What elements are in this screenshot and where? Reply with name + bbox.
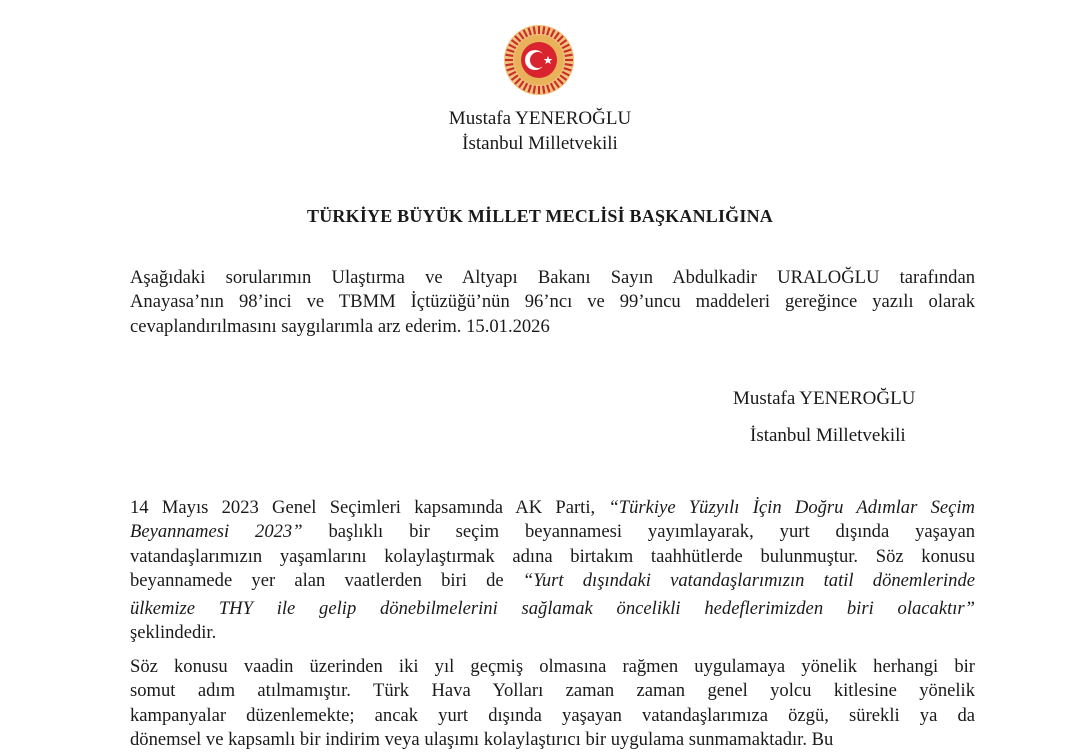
text-line bbox=[130, 569, 975, 593]
paragraph-request bbox=[130, 266, 975, 339]
text-line bbox=[130, 728, 975, 752]
text-line bbox=[130, 266, 975, 290]
body-text: kampanyalar düzenlemekte; ancak yurt dışında yaşayan vatandaşlarımıza özgü, sürekli ya da bbox=[130, 704, 975, 726]
tbmm-seal-logo bbox=[503, 24, 575, 96]
body-text: Söz konusu vaadin üzerinden iki yıl geçmiş olmasına rağmen uygulamaya yönelik herhangi bir bbox=[130, 656, 975, 677]
signature-role: İstanbul Milletvekili bbox=[750, 425, 906, 446]
body-text: Aşağıdaki sorularımın Ulaştırma ve Altyapı Bakanı Sayın Abdulkadir URALOĞLU tarafından bbox=[130, 267, 975, 288]
text-line bbox=[130, 496, 975, 520]
body-text: 14 Mayıs 2023 Genel Seçimleri kapsamında AK Parti, bbox=[130, 497, 609, 518]
quoted-text: “Türkiye Yüzyılı İçin Doğru Adımlar Seçim bbox=[608, 497, 975, 518]
text-line bbox=[130, 704, 975, 728]
signature-name: Mustafa YENEROĞLU bbox=[733, 388, 916, 409]
text-line bbox=[130, 290, 975, 314]
body-text: dönemsel ve kapsamlı bir indirim veya ulaşımı kolaylaştırıcı bir uygulama sunmamaktadır. Bu bbox=[130, 729, 834, 751]
quoted-text: ülkemize THY ile gelip dönebilmelerini sağlamak öncelikli hedeflerimizden biri olacaktır” bbox=[130, 597, 975, 619]
body-text: Anayasa’nın 98’inci ve TBMM İçtüzüğü’nün 96’ncı ve 99’uncu maddeleri gereğince yazılı olarak bbox=[130, 291, 975, 313]
body-text: şeklindedir. bbox=[130, 621, 217, 643]
paragraph-background bbox=[130, 496, 975, 645]
body-text: cevaplandırılmasını saygılarımla arz ederim. 15.01.2026 bbox=[130, 315, 550, 337]
text-line bbox=[130, 597, 975, 621]
body-text: somut adım atılmamıştır. Türk Hava Yolları zaman zaman genel yolcu kitlesine yönelik bbox=[130, 680, 975, 702]
header-role: İstanbul Milletvekili bbox=[462, 133, 618, 154]
quoted-text: Beyannamesi 2023” bbox=[130, 521, 303, 543]
text-line bbox=[130, 621, 975, 645]
body-text: başlıklı bir seçim beyannamesi yayımlayarak, yurt dışında yaşayan bbox=[302, 521, 976, 543]
text-line bbox=[130, 315, 975, 339]
body-text: vatandaşlarımızın yaşamlarını kolaylaştırmak adına birtakım taahhütlerde bulunmuştur. Söz konusu bbox=[130, 545, 975, 567]
text-line bbox=[130, 655, 975, 679]
text-line bbox=[130, 679, 975, 703]
quoted-text: “Yurt dışındaki vatandaşlarımızın tatil dönemlerinde bbox=[522, 570, 976, 592]
text-line bbox=[130, 545, 975, 569]
text-line bbox=[130, 520, 975, 544]
document-title: TÜRKİYE BÜYÜK MİLLET MECLİSİ BAŞKANLIĞINA bbox=[307, 206, 773, 226]
header-name: Mustafa YENEROĞLU bbox=[448, 108, 632, 129]
paragraph-issue bbox=[130, 655, 975, 753]
body-text: beyannamede yer alan vaatlerden biri de bbox=[130, 570, 523, 592]
